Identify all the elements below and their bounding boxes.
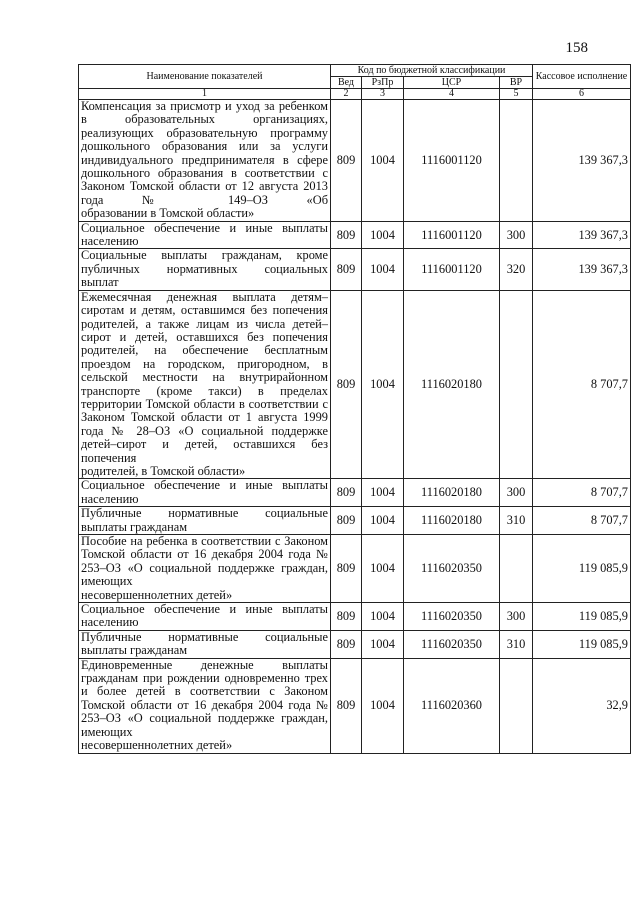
table-row — [79, 100, 631, 222]
header-ved: Вед — [331, 77, 362, 89]
row-rzpr: 1004 — [362, 603, 404, 631]
row-rzpr: 1004 — [362, 290, 404, 479]
table-row — [79, 507, 631, 535]
table-row — [79, 603, 631, 631]
row-amount: 119 085,9 — [533, 535, 631, 603]
table-row — [79, 479, 631, 507]
row-csr: 1116020360 — [404, 658, 500, 753]
row-amount: 8 707,7 — [533, 507, 631, 535]
table-row — [79, 535, 631, 603]
row-ved: 809 — [331, 658, 362, 753]
index-cell: 6 — [533, 89, 631, 100]
index-cell: 5 — [500, 89, 533, 100]
table-row — [79, 658, 631, 753]
table-row — [79, 249, 631, 290]
row-rzpr: 1004 — [362, 249, 404, 290]
row-ved: 809 — [331, 630, 362, 658]
row-csr: 1116020350 — [404, 535, 500, 603]
table-row — [79, 221, 631, 249]
row-amount: 139 367,3 — [533, 249, 631, 290]
row-csr: 1116020180 — [404, 290, 500, 479]
row-ved: 809 — [331, 479, 362, 507]
row-vr — [500, 290, 533, 479]
row-rzpr: 1004 — [362, 630, 404, 658]
row-name: Социальное обеспечение и иные выплаты населению — [79, 603, 331, 631]
row-ved: 809 — [331, 535, 362, 603]
index-cell: 1 — [79, 89, 331, 100]
header-rzpr: РзПр — [362, 77, 404, 89]
row-name: Единовременные денежные выплаты гражданам при рождении одновременно трех и более детей в соответствии с Законом Томской области от 16 декабря 2004 года № 253–ОЗ «О социальной поддержке граждан, имеющих несовершеннолетних детей» — [79, 658, 331, 753]
row-amount: 139 367,3 — [533, 100, 631, 222]
page-number: 158 — [565, 40, 588, 56]
row-csr: 1116001120 — [404, 249, 500, 290]
row-vr: 300 — [500, 603, 533, 631]
row-name: Компенсация за присмотр и уход за ребенком в образовательных организациях, реализующих образовательную программу дошкольного образования или за услуги индивидуального предпринимателя в сфере дошкольного образования в соответствии с Законом Томской области от 12 августа 2013 года № 149–ОЗ «Об образовании в Томской области» — [79, 100, 331, 222]
row-amount: 139 367,3 — [533, 221, 631, 249]
index-cell: 3 — [362, 89, 404, 100]
header-vr: ВР — [500, 77, 533, 89]
row-rzpr: 1004 — [362, 221, 404, 249]
row-csr: 1116020180 — [404, 479, 500, 507]
row-vr — [500, 535, 533, 603]
row-amount: 32,9 — [533, 658, 631, 753]
row-ved: 809 — [331, 249, 362, 290]
budget-table — [78, 64, 631, 754]
row-rzpr: 1004 — [362, 100, 404, 222]
row-rzpr: 1004 — [362, 535, 404, 603]
row-name: Социальные выплаты гражданам, кроме публичных нормативных социальных выплат — [79, 249, 331, 290]
row-csr: 1116020180 — [404, 507, 500, 535]
row-csr: 1116020350 — [404, 603, 500, 631]
header-csr: ЦСР — [404, 77, 500, 89]
row-vr: 300 — [500, 479, 533, 507]
row-amount: 8 707,7 — [533, 290, 631, 479]
row-ved: 809 — [331, 221, 362, 249]
header-code-group: Код по бюджетной классификации — [331, 65, 533, 77]
row-ved: 809 — [331, 507, 362, 535]
table-row — [79, 290, 631, 479]
row-amount: 119 085,9 — [533, 630, 631, 658]
row-name: Социальное обеспечение и иные выплаты населению — [79, 221, 331, 249]
header-index-row — [79, 89, 631, 100]
row-ved: 809 — [331, 603, 362, 631]
index-cell: 4 — [404, 89, 500, 100]
row-csr: 1116001120 — [404, 221, 500, 249]
row-ved: 809 — [331, 100, 362, 222]
row-name: Публичные нормативные социальные выплаты гражданам — [79, 630, 331, 658]
row-rzpr: 1004 — [362, 507, 404, 535]
header-name: Наименование показателей — [79, 65, 331, 89]
row-csr: 1116001120 — [404, 100, 500, 222]
row-name: Ежемесячная денежная выплата детям–сиротам и детям, оставшимся без попечения родителей, а также лицам из числа детей–сирот и детей, оставшихся без попечения родителей, на обеспечение бесплатным проездом на городском, пригородном, в сельской местности на внутрирайонном транспорте (кроме такси) в пределах территории Томской области в соответствии с Законом Томской области от 1 августа 1999 года № 28–ОЗ «О социальной поддержке детей–сирот и детей, оставшихся без попечения родителей, в Томской области» — [79, 290, 331, 479]
header-cash: Кассовое исполнение — [533, 65, 631, 89]
row-name: Социальное обеспечение и иные выплаты населению — [79, 479, 331, 507]
row-vr: 320 — [500, 249, 533, 290]
row-rzpr: 1004 — [362, 658, 404, 753]
row-ved: 809 — [331, 290, 362, 479]
row-amount: 119 085,9 — [533, 603, 631, 631]
row-vr: 310 — [500, 507, 533, 535]
row-amount: 8 707,7 — [533, 479, 631, 507]
row-csr: 1116020350 — [404, 630, 500, 658]
row-vr — [500, 100, 533, 222]
table-row — [79, 630, 631, 658]
row-vr: 300 — [500, 221, 533, 249]
row-vr: 310 — [500, 630, 533, 658]
row-name: Пособие на ребенка в соответствии с Законом Томской области от 16 декабря 2004 года № 253–ОЗ «О социальной поддержке граждан, имеющих несовершеннолетних детей» — [79, 535, 331, 603]
row-name: Публичные нормативные социальные выплаты гражданам — [79, 507, 331, 535]
row-vr — [500, 658, 533, 753]
index-cell: 2 — [331, 89, 362, 100]
row-rzpr: 1004 — [362, 479, 404, 507]
